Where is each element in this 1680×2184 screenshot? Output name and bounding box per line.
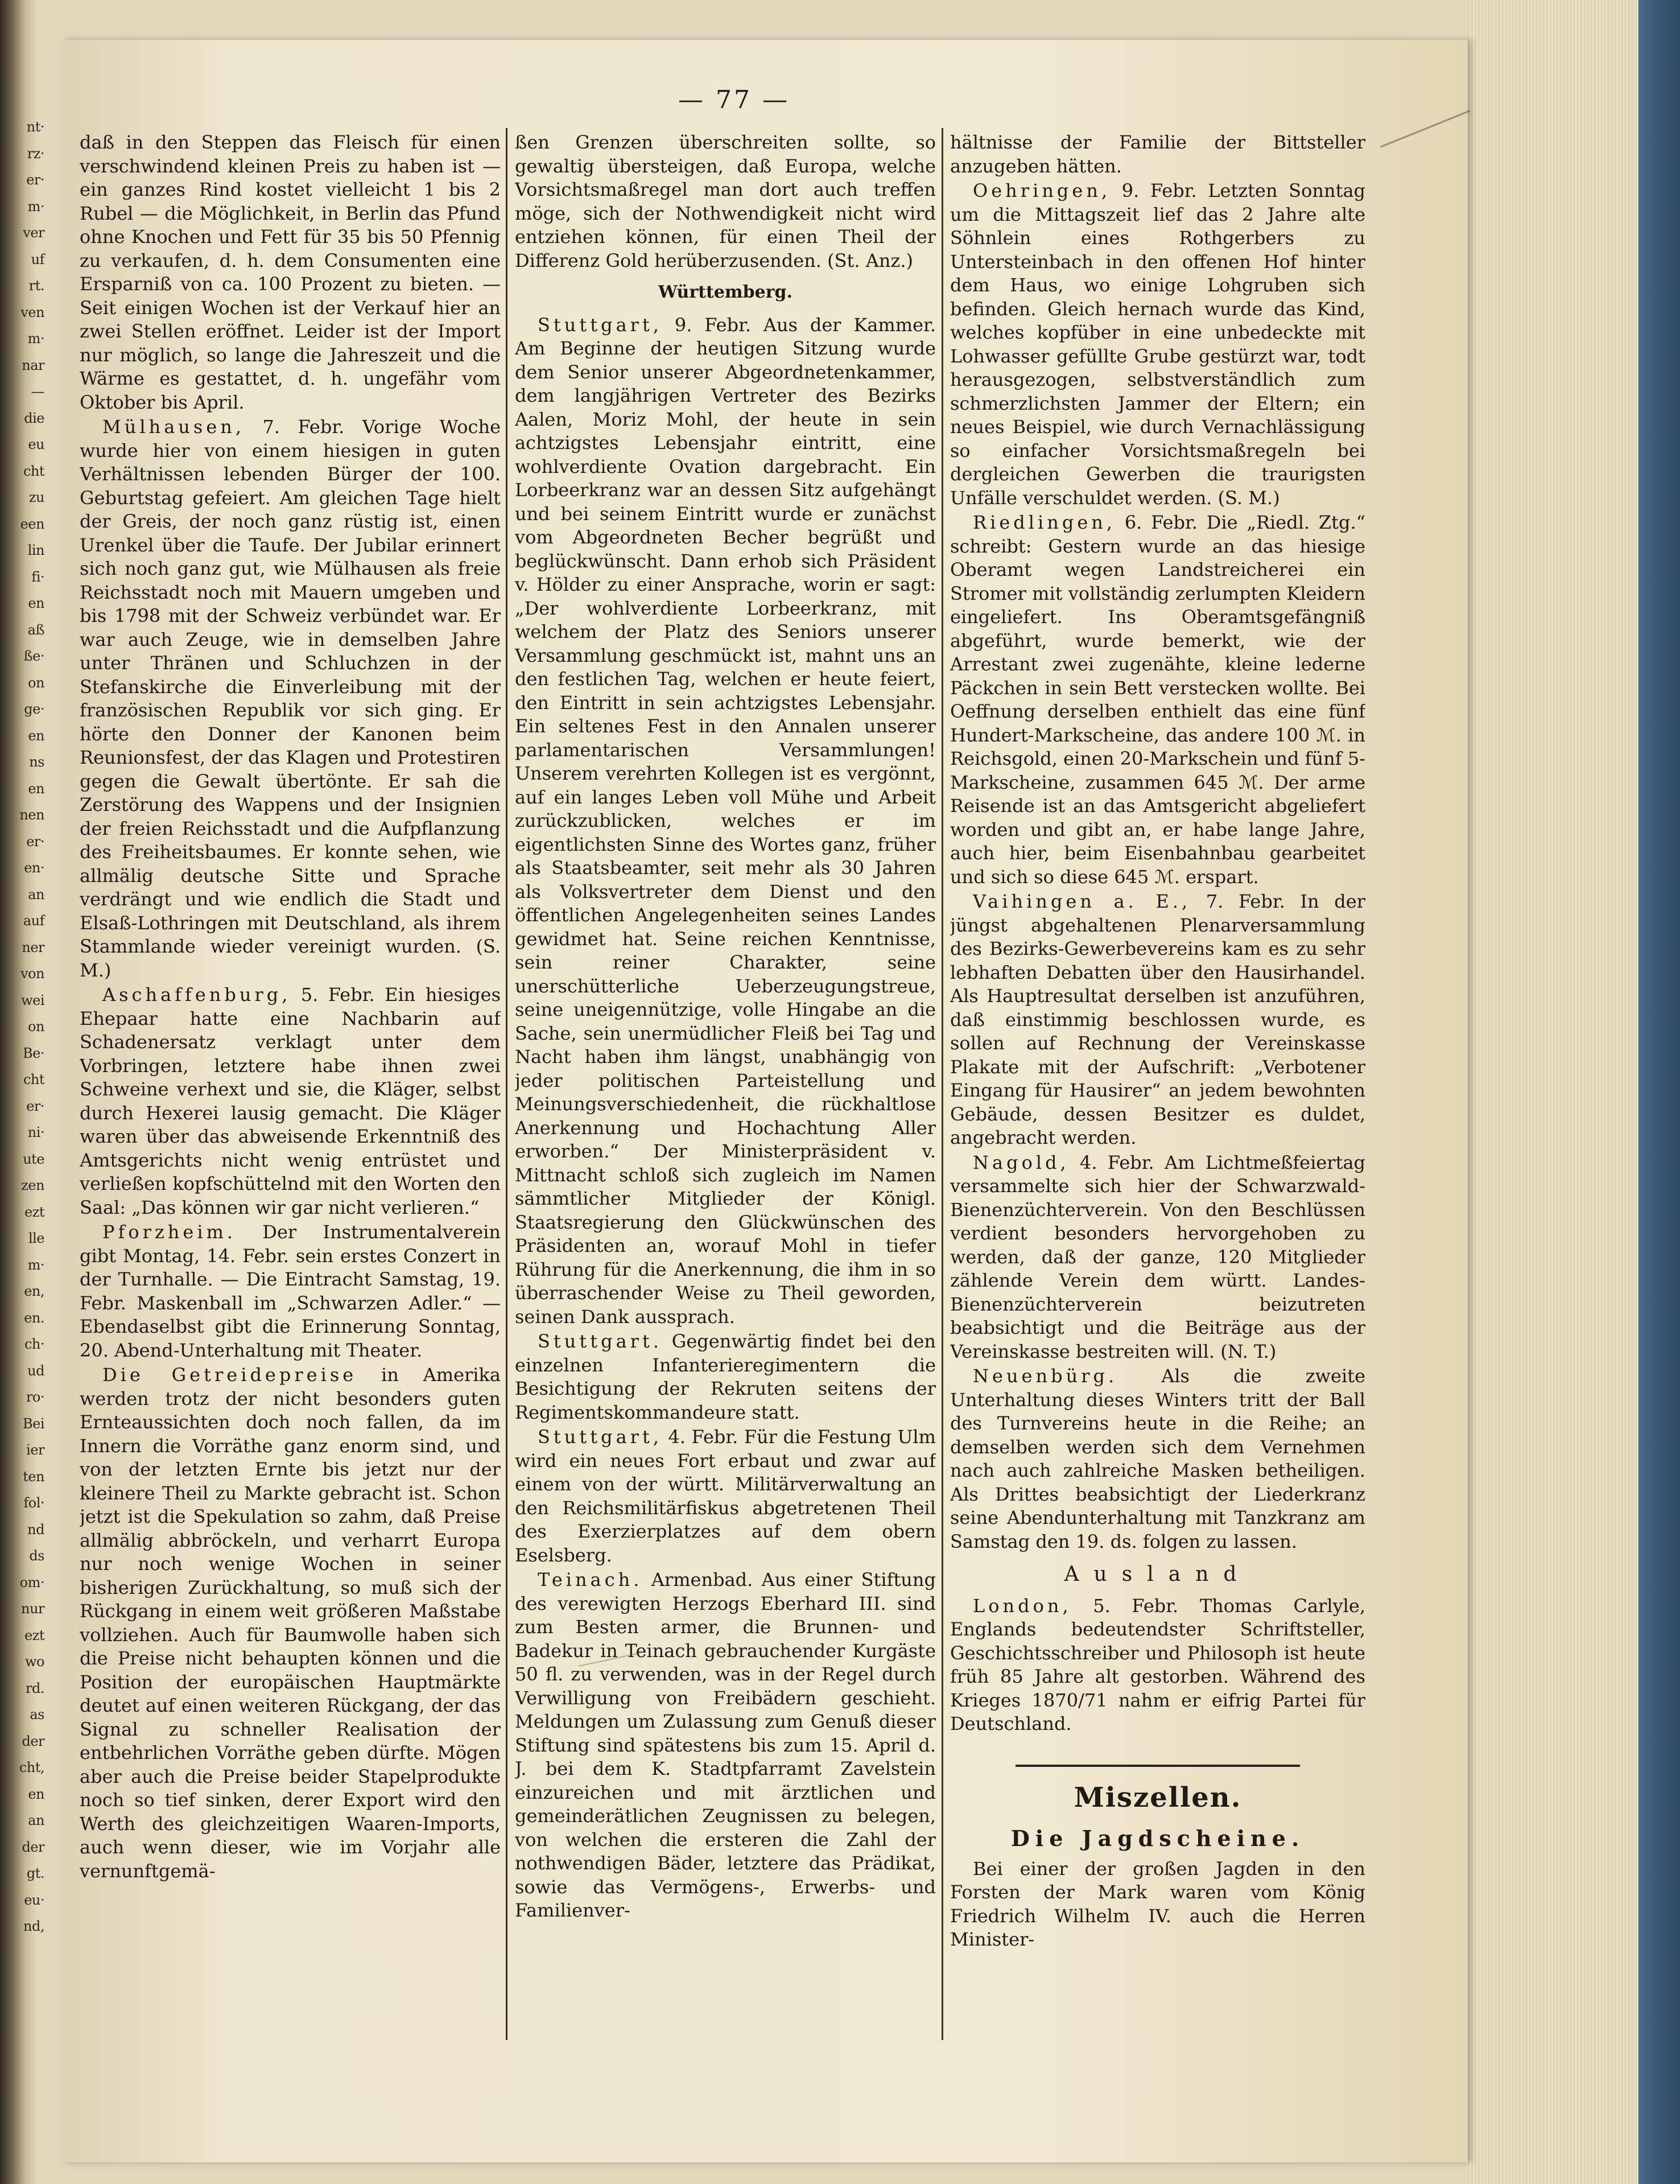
dateline: Pforzheim. (102, 1221, 237, 1243)
column-rule (506, 128, 507, 2040)
page-fragment-text: zu (28, 489, 44, 505)
page-fragment-text: fi· (31, 568, 44, 585)
dateline: Oehringen, (973, 180, 1111, 201)
article-paragraph (950, 1594, 1365, 1736)
paragraph-text: hältnisse der Familie der Bittsteller anzugeben hätten. (950, 131, 1365, 177)
page-fragment-text: eu (28, 436, 44, 452)
page-fragment-text: een (20, 516, 44, 532)
column-rule (942, 128, 943, 2040)
paragraph-text: Ausland (1064, 1563, 1252, 1586)
book-cover-edge (1638, 0, 1680, 2184)
article-paragraph (950, 511, 1365, 889)
dateline: Nagold, (973, 1151, 1070, 1173)
paragraph-text: 9. Febr. Aus der Kammer. Am Beginne der heutigen Sitzung wurde dem Senior unserer Abgeordnetenkammer, dem langjährigen Vertreter des Bezirks Aalen, Moriz Mohl, der heute in sein achtzigstes Lebensjahr eintritt, eine wohlverdiente Ovation dargebracht. Ein Lorbeerkranz war an dessen Sitz aufgehängt und bei seinem Eintritt wurde er zunächst vom Abgeordneten Becher begrüßt und beglückwünscht. Dann erhob sich Präsident v. Hölder zu einer Ansprache, worin er sagt: „Der wohlverdiente Lorbeerkranz, mit welchem der Platz des Seniors unserer Versammlung geschmückt ist, mahnt uns an den festlichen Tag, welchen er heute feiert, den Eintritt in sein achtzigstes Lebensjahr. Ein seltenes Fest in den Annalen unserer parlamentarischen Versammlungen! Unserem verehrten Kollegen ist es vergönnt, auf ein langes Leben voll Mühe und Arbeit zurückzublicken, welches er im eigentlichsten Sinne des Wortes ganz, früher als Staatsbeamter, seit mehr als 30 Jahren als Volksvertreter dem Dienst und den öffentlichen Angelegenheiten seines Landes gewidmet hat. Seine reichen Kenntnisse, sein reiner Charakter, seine unerschütterliche Ueberzeugungstreue, seine uneigennützige, volle Hingabe an die Sache, sein unermüdlicher Fleiß bei Tag und Nacht haben ihm längst, unabhängig von jeder politischen Parteistellung und Meinungsverschiedenheit, die rückhaltlose Anerkennung und Hochachtung Aller erworben.“ Der Ministerpräsident v. Mittnacht schloß sich zugleich im Namen sämmtlicher Mitglieder der Königl. Staatsregierung den Glückwünschen des Präsidenten an, worauf Mohl in tiefer Rührung für die Anerkennung, die ihm in so überraschender Weise zu Theil geworden, seinen Dank aussprach. (515, 314, 936, 1328)
page-fragment-text: nar (22, 357, 44, 373)
paragraph-text: Miszellen. (1074, 1781, 1242, 1814)
page-fragment-text: ner (22, 939, 44, 955)
page-fragment-text: uf (31, 251, 44, 267)
page-fragment-text: gt. (26, 1865, 44, 1881)
paragraph-text: 5. Febr. Thomas Carlyle, Englands bedeutendster Schriftsteller, Geschichtsschreiber und Philosoph ist heute früh 85 Jahre alt gestorben. Während des Krieges 1870/71 nahm er eifrig Partei für Deutschland. (950, 1594, 1365, 1734)
page-fragment-text: nt· (26, 119, 44, 135)
article-paragraph (950, 1151, 1365, 1364)
page-fragment-text: fol· (23, 1495, 44, 1511)
article-paragraph (515, 314, 936, 1329)
paragraph-text: ßen Grenzen überschreiten sollte, so gewaltig übersteigen, daß Europa, welche Vorsichtsmaßregel man dort auch treffen möge, sich der Nothwendigkeit nicht wird entziehen können, für einen Theil der Differenz Gold herüberzusenden. (St. Anz.) (515, 131, 936, 271)
page-fragment-text: om· (19, 1574, 44, 1590)
page-fragment-text: an (28, 1812, 44, 1828)
page-fragment-text: en (28, 1786, 44, 1802)
page-fragment-text: nen (19, 807, 44, 823)
page-fragment-text: Be· (23, 1045, 44, 1061)
page-fragment-text: ute (23, 1151, 44, 1167)
page-fragment-text: ven (20, 304, 44, 320)
page-fragment-text: ds (29, 1548, 44, 1564)
article-paragraph (80, 1221, 501, 1362)
dateline: Stuttgart, (538, 1426, 662, 1448)
page-fragment-text: ni· (27, 1124, 44, 1140)
page-number: — 77 — (678, 85, 790, 114)
column-2 (515, 131, 936, 2037)
page-fragment-text: ch· (24, 1336, 44, 1352)
page-fragment-text: en, (24, 1283, 44, 1299)
page-fragment-text: cht (23, 463, 44, 479)
article-paragraph (515, 1330, 936, 1424)
page-fragment-text: cht (23, 1072, 44, 1087)
article-paragraph (80, 415, 501, 982)
dateline: Teinach. (538, 1569, 643, 1590)
article-paragraph (80, 131, 501, 414)
page-fragment-text: wo (25, 1654, 44, 1670)
page-fragment-text: on (28, 674, 44, 691)
page-fragment-text: aß (27, 621, 44, 638)
page-fragment-text: en (28, 595, 44, 611)
page-fragment-text: eu· (24, 1892, 44, 1908)
page-fragment-text: zen (21, 1177, 44, 1193)
article-paragraph (950, 1765, 1365, 1814)
page-fragment-text: ver (23, 225, 44, 241)
article-paragraph (80, 983, 501, 1219)
page-fragment-text: en (28, 727, 44, 744)
dateline: Stuttgart. (538, 1330, 662, 1352)
page-fragment-text: cht, (19, 1759, 44, 1775)
page-fragment-text: die (24, 410, 44, 426)
page-fragment-text: ud (27, 1362, 44, 1379)
page-fragment-text: auf (23, 913, 44, 929)
dateline: London, (973, 1594, 1072, 1617)
article-paragraph (950, 1857, 1365, 1952)
article-paragraph (80, 1363, 501, 1883)
dateline: Vaihingen a. E., (973, 891, 1191, 912)
article-paragraph (950, 179, 1365, 510)
article-paragraph (515, 1425, 936, 1567)
page-fragment-text: nur (21, 1601, 44, 1617)
page-fragment-text: der (22, 1839, 44, 1855)
previous-page-fragment (0, 114, 47, 2049)
paragraph-text: 7. Febr. In der jüngst abgehaltenen Plenarversammlung des Bezirks-Gewerbevereins kam es zu sehr lebhaften Debatten über den Hausirhandel. Als Hauptresultat derselben ist anzuführen, daß einstimmig beschlossen wurde, es sollen auf Rechnung der Vereinskasse Plakate mit der Aufschrift: „Verbotener Eingang für Hausirer“ an jedem bewohnten Gebäude, dessen Besitzer es duldet, angebracht werden. (950, 891, 1365, 1148)
page-fragment-text: er· (26, 1098, 44, 1114)
page-fragment-text: er· (26, 833, 44, 850)
page-fragment-text: von (20, 966, 44, 982)
dateline: Neuenbürg. (973, 1365, 1118, 1387)
article-paragraph (950, 890, 1365, 1150)
paragraph-text: daß in den Steppen das Fleisch für einen verschwindend kleinen Preis zu haben ist — ein ganzes Rind kostet vielleicht 1 bis 2 Rubel — die Möglichkeit, in Berlin das Pfund ohne Knochen und Fett für 35 bis 50 Pfennig zu verkaufen, d. h. dem Consumenten eine Ersparniß von ca. 100 Prozent zu bieten. — Seit einigen Wochen ist der Verkauf hier an zwei Stellen eröffnet. Leider ist der Import nur möglich, so lange die Jahreszeit und die Wärme es gestattet, d. h. ungefähr vom Oktober bis April. (80, 131, 501, 413)
page-fragment-text: en· (24, 860, 44, 876)
page-fragment-text: der (22, 1733, 44, 1749)
column-3 (950, 131, 1365, 2037)
page-fragment-text: ezt (24, 1627, 44, 1643)
paragraph-text: 4. Febr. Am Lichtmeßfeiertag versammelte sich hier der Schwarzwald-Bienenzüchterverein. Von den Beschlüssen verdient besonders hervorgehoben zu werden, daß der ganze, 120 Mitglieder zählende Verein dem württ. Landes-Bienenzüchterverein beizutreten beabsichtigt und die Beiträge aus der Vereinskasse bestreiten will. (N. T.) (950, 1151, 1365, 1362)
paragraph-text: Armenbad. Aus einer Stiftung des verewigten Herzogs Eberhard III. sind zum Besten armer, die Brunnen- und Badekur in Teinach gebrauchender Kurgäste 50 fl. zu verwenden, was in der Regel durch Verwilligung von Freibädern geschieht. Meldungen um Zulassung zum Genuß dieser Stiftung sind spätestens bis zum 15. April d. J. bei dem K. Stadtpfarramt Zavelstein einzureichen und mit ärztlichen und gemeinderätlichen Zeugnissen zu belegen, von welchen die ersteren die Zahl der nothwendigen Bäder, letztere das Prädikat, sowie das Vermögens-, Erwerbs- und Familienver- (515, 1569, 936, 1921)
paragraph-text: Der Instrumentalverein gibt Montag, 14. Febr. sein erstes Conzert in der Turnhalle. — Die Eintracht Samstag, 19. Febr. Maskenball im „Schwarzen Adler.“ — Ebendaselbst gibt die Erinnerung Sonntag, 20. Abend-Unterhaltung mit Theater. (80, 1221, 501, 1361)
article-paragraph (950, 1827, 1365, 1851)
page-fragment-text: ns (29, 754, 44, 770)
paragraph-text: 9. Febr. Letzten Sonntag um die Mittagszeit lief das 2 Jahre alte Söhnlein eines Rothgerbers zu Untersteinbach in den offenen Hof hinter dem Haus, wo einige Lohgruben sich befinden. Gleich hernach wurde das Kind, welches kopfüber in eine unbedeckte mit Lohwasser gefüllte Grube gestürzt war, todt herausgezogen, selbstverständlich zum schmerzlichsten Jammer der Eltern; ein neues Beispiel, wie durch Vernachlässigung so einfacher Vorsichtsmaßregeln bei dergleichen Gewerben die traurigsten Unfälle verschuldet werden. (S. M.) (950, 180, 1365, 509)
page-fragment-text: ro· (26, 1389, 44, 1405)
article-paragraph (515, 281, 936, 304)
page-fragment-text: m· (27, 331, 44, 347)
column-1 (80, 131, 501, 2037)
page-fragment-text: lle (28, 1230, 44, 1246)
paragraph-text: 5. Febr. Ein hiesiges Ehepaar hatte eine Nachbarin auf Schadenersatz verklagt unter dem Vorbringen, letztere habe ihnen zwei Schweine verhext und sie, die Kläger, selbst durch Hexerei lausig gemacht. Die Kläger waren über das abweisende Erkenntniß des Amtsgerichts nicht wenig entrüstet und verließen kopfschüttelnd mit den Worten den Saal: „Das können wir gar nicht verlieren.“ (80, 984, 501, 1218)
dateline: Die Getreidepreise (102, 1364, 357, 1386)
page-fragment-text: rz· (27, 145, 44, 162)
page-fragment-text: nd, (23, 1918, 44, 1934)
page-fragment-text: ezt (24, 1204, 44, 1220)
article-paragraph (515, 131, 936, 273)
page-fragment-text: en. (24, 1309, 44, 1326)
paragraph-text: Gegenwärtig findet bei den einzelnen Infanterieregimentern die Besichtigung der Rekruten seitens der Regimentskommandeure statt. (515, 1330, 936, 1423)
paragraph-text: 7. Febr. Vorige Woche wurde hier von einem hiesigen in guten Verhältnissen lebenden Bürger der 100. Geburtstag gefeiert. Am gleichen Tage hielt der Greis, der noch ganz rüstig ist, einen Urenkel über die Taufe. Der Jubilar erinnert sich noch ganz gut, wie Mülhausen als freie Reichsstadt noch mit Mauern umgeben und bis 1798 mit der Schweiz verbündet war. Er war auch Zeuge, wie in demselben Jahre unter Thränen und Schluchzen in der Stefanskirche die Einverleibung mit der französischen Republik vor sich ging. Er hörte den Donner der Kanonen beim Reunionsfest, der das Klagen und Protestiren gegen die Gewalt übertönte. Er sah die Zerstörung des Wappens und der Insignien der freien Reichsstadt und die Aufpflanzung des Freiheitsbaumes. Er konnte sehen, wie allmälig deutsche Sitte und Sprache verdrängt und wie endlich die Stadt und Elsaß-Lothringen mit Deutschland, als ihrem Stammlande wieder vereinigt wurden. (S. M.) (80, 416, 501, 981)
dateline: Mülhausen, (102, 416, 245, 438)
page-fragment-text: rd. (26, 1680, 44, 1696)
page-fragment-text: wei (21, 992, 44, 1008)
page-fragment-text: on (28, 1019, 44, 1035)
article-paragraph (950, 131, 1365, 178)
paragraph-text: 4. Febr. Für die Festung Ulm wird ein neues Fort erbaut und zwar auf einem von der württ. Militärverwaltung an den Reichsmilitärfiskus abgetretenen Theil des Exerzierplatzes auf dem obern Eselsberg. (515, 1426, 936, 1566)
paragraph-text: in Amerika werden trotz der nicht besonders guten Ernteaussichten doch noch fallen, da im Innern die Vorräthe ganz enorm sind, und von der letzten Ernte bis jetzt nur der kleinere Theil zu Markte gebracht ist. Schon jetzt ist die Spekulation so zahm, daß Preise allmälig abbröckeln, und verharrt Europa nur noch wenige Wochen in seiner bisherigen Zurückhaltung, so muß sich der Rückgang in einem weit größeren Maßstabe vollziehen. Auch für Baumwolle haben sich die Preise nicht behaupten können und die Position der europäischen Hauptmärkte deutet auf einen weiteren Rückgang, der das Signal zu schneller Realisation der entbehrlichen Vorräthe geben dürfte. Mögen aber auch die Preise beider Stapelprodukte noch so tief sinken, derer Export wird den Werth des gleichzeitigen Waaren-Imports, auch wenn dieser, wie im Vorjahr alle vernunftgemä- (80, 1364, 501, 1882)
article-paragraph (950, 1563, 1365, 1587)
dateline: Aschaffenburg, (102, 984, 291, 1006)
page-fragment-text: m· (27, 1256, 44, 1273)
paragraph-text: 6. Febr. Die „Riedl. Ztg.“ schreibt: Gestern wurde an das hiesige Oberamt wegen Landstreicherei ein Stromer mit vollständig zerlumpten Kleidern eingeliefert. Ins Oberamtsgefängniß abgeführt, wurde bemerkt, wie der Arrestant zwei zugenähte, kleine lederne Päckchen in sein Bett verstecken wollte. Bei Oeffnung derselben enthielt das eine fünf Hundert-Markscheine, das andere 100 ℳ. in Reichsgold, einen 20-Markschein und fünf 5-Markscheine, zusammen 645 ℳ. Der arme Reisende ist an das Amtsgericht abgeliefert worden und gibt an, er habe lange Jahre, auch hier, beim Eisenbahnbau gearbeitet und sich so diese 645 ℳ. erspart. (950, 512, 1365, 888)
page-fragment-text: Bei (22, 1415, 44, 1432)
page-fragment-text: as (30, 1707, 44, 1723)
dateline: Riedlingen, (973, 512, 1116, 533)
dateline: Stuttgart, (538, 314, 662, 336)
page-fragment-text: en (28, 780, 44, 797)
paragraph-text: Als die zweite Unterhaltung dieses Winters tritt der Ball des Turnvereins heute in die Reihe; an demselben werden sich dem Vernehmen nach auch zahlreiche Masken betheiligen. Als Drittes beabsichtigt der Liederkranz seine Abendunterhaltung mit Tanzkranz am Samstag den 19. ds. folgen zu lassen. (950, 1365, 1365, 1552)
page-fragment-text: nd (27, 1521, 44, 1538)
paragraph-text: Bei einer der großen Jagden in den Forsten der Mark waren vom König Friedrich Wilhelm IV. auch die Herren Minister- (950, 1857, 1365, 1950)
article-paragraph (515, 1568, 936, 1923)
page-fragment-text: er· (26, 172, 44, 188)
section-divider (1016, 1765, 1300, 1767)
page-fragment-text: m· (27, 198, 44, 215)
page-fragment-text: rt. (28, 278, 44, 294)
page-fragment-text: ier (26, 1442, 44, 1458)
page-fragment-text: an (28, 886, 44, 903)
article-paragraph (950, 1365, 1365, 1553)
page-fragment-text: ten (23, 1468, 44, 1485)
paragraph-text: Württemberg. (658, 282, 792, 302)
paragraph-text: Die Jagdscheine. (1010, 1826, 1305, 1851)
page-fragment-text: — (31, 384, 44, 399)
page-fragment-text: ße· (23, 648, 44, 664)
page-fragment-text: lin (27, 542, 44, 558)
page-fragment-text: ge· (24, 701, 44, 717)
